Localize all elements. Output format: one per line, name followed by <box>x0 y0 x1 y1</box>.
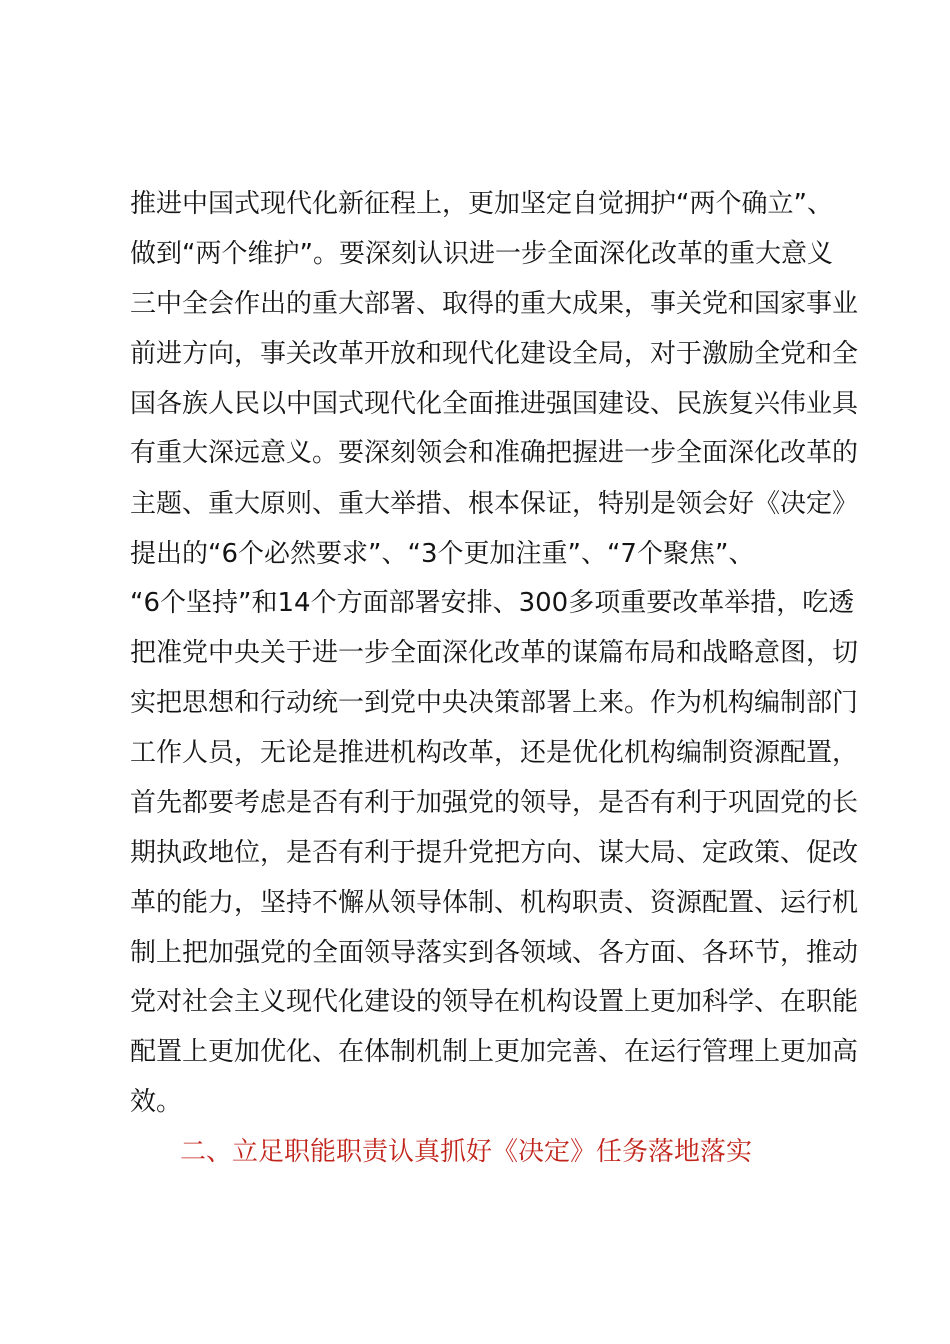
body-text-line: 主题、重大原则、重大举措、根本保证，特别是领会好《决定》 <box>130 489 859 519</box>
body-text-line: 实把思想和行动统一到党中央决策部署上来。作为机构编制部门 <box>130 688 859 718</box>
body-text-line: 革的能力，坚持不懈从领导体制、机构职责、资源配置、运行机 <box>130 888 859 918</box>
body-text-line: 配置上更加优化、在体制机制上更加完善、在运行管理上更加高 <box>130 1037 859 1067</box>
body-text-line: 首先都要考虑是否有利于加强党的领导，是否有利于巩固党的长 <box>130 788 859 818</box>
body-text-line: 制上把加强党的全面领导落实到各领域、各方面、各环节，推动 <box>130 938 859 968</box>
body-text-line: 有重大深远意义。要深刻领会和准确把握进一步全面深化改革的 <box>130 438 859 468</box>
body-text-line: “6个坚持”和14个方面部署安排、300多项重要改革举措，吃透 <box>130 588 855 618</box>
body-text-line: 做到“两个维护”。要深刻认识进一步全面深化改革的重大意义 <box>130 239 833 269</box>
body-text-line: 期执政地位，是否有利于提升党把方向、谋大局、定政策、促改 <box>130 838 859 868</box>
body-text-line: 效。 <box>130 1087 183 1117</box>
body-text-line: 把准党中央关于进一步全面深化改革的谋篇布局和战略意图，切 <box>130 638 859 668</box>
body-text-line: 提出的“6个必然要求”、“3个更加注重”、“7个聚焦”、 <box>130 539 755 569</box>
body-text-line: 三中全会作出的重大部署、取得的重大成果，事关党和国家事业 <box>130 289 859 319</box>
body-text-line: 国各族人民以中国式现代化全面推进强国建设、民族复兴伟业具 <box>130 389 859 419</box>
body-text-line: 党对社会主义现代化建设的领导在机构设置上更加科学、在职能 <box>130 987 859 1017</box>
body-text-line: 推进中国式现代化新征程上，更加坚定自觉拥护“两个确立”、 <box>130 189 833 219</box>
body-text-line: 工作人员，无论是推进机构改革，还是优化机构编制资源配置， <box>130 738 859 768</box>
body-text-line: 前进方向，事关改革开放和现代化建设全局，对于激励全党和全 <box>130 339 859 369</box>
section-heading: 二、立足职能职责认真抓好《决定》任务落地落实 <box>180 1137 753 1167</box>
